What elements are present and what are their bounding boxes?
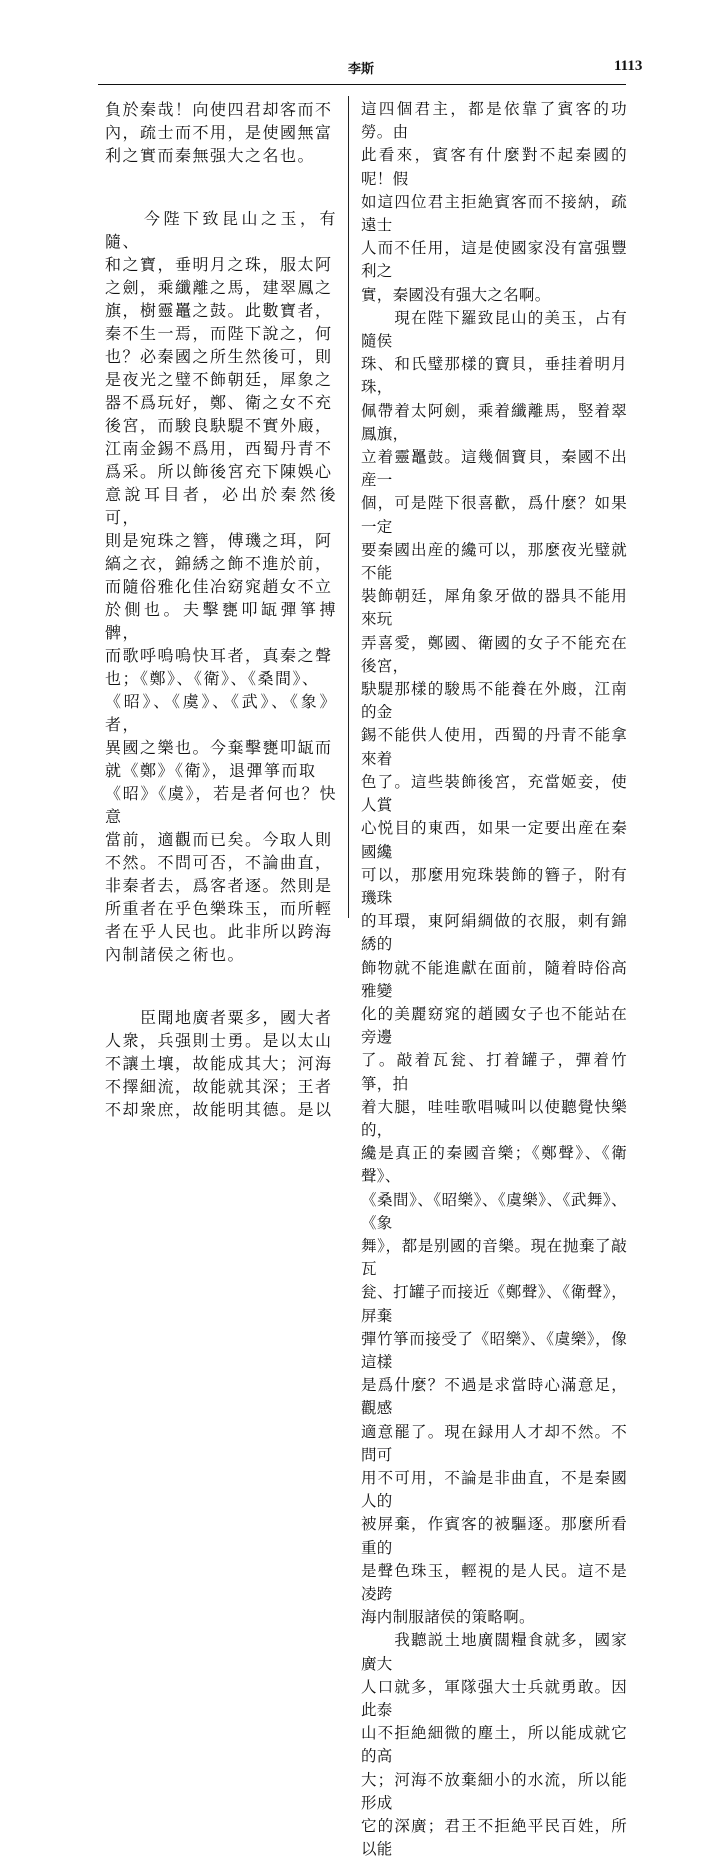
original-paragraph-1: 負於秦哉！向使四君却客而不 內，疏士而不用，是使國無富 利之實而秦無强大之名也。 [105, 100, 333, 165]
column-divider [348, 96, 349, 918]
paragraph-gap [105, 966, 337, 1006]
translation-paragraph-2: 現在陛下羅致昆山的美玉，占有隨侯 珠、和氏璧那樣的寶貝，垂挂着明月珠， 佩帶着太阿劍，乘着纖離馬，竪着翠鳳旗， 立着靈鼉鼓。這幾個寶貝，秦國不出産一 個，可是陛下很喜歡，爲什麼？如果一定 要秦國出産的纔可以，那麼夜光璧就不能 裝飾朝廷，犀角象牙做的器具不能用來玩 弄喜愛，鄭國、衛國的女子不能充在後宮， 駃騠那樣的駿馬不能養在外廄，江南的金 錫不能供人使用，西蜀的丹青不能拿來着 色了。這些裝飾後宮，充當姬妾，使人賞 心悦目的東西，如果一定要出産在秦國纔 可以，那麼用宛珠裝飾的簪子，附有璣珠 的耳環，東阿絹綢做的衣服，刺有錦綉的 飾物就不能進獻在面前，隨着時俗高雅變 化的美麗窈窕的趙國女子也不能站在旁邊 了。敲着瓦瓮、打着罐子，彈着竹箏，拍 着大腿，哇哇歌唱喊叫以使聽覺快樂的， 纔是真正的秦國音樂；《鄭聲》、《衛聲》、 《桑間》、《昭樂》、《虞樂》、《武舞》、《象 舞》，都是别國的音樂。現在抛棄了敲瓦 瓮、打罐子而接近《鄭聲》、《衛聲》，屏棄 彈竹箏而接受了《昭樂》、《虞樂》，像這樣 是爲什麼？不過是求當時心滿意足，觀感 適意罷了。現在録用人才却不然。不問可 用不可用，不論是非曲直，不是秦國人的 被屏棄，作賓客的被驅逐。那麼所看重的 是聲色珠玉，輕視的是人民。這不是凌跨 海内制服諸侯的策略啊。 [361, 308, 627, 1627]
paragraph-gap [105, 167, 337, 207]
translation-paragraph-3: 我聽説土地廣闊糧食就多，國家廣大 人口就多，軍隊强大士兵就勇敢。因此泰 山不拒絶細微的塵土，所以能成就它的高 大；河海不放棄細小的水流，所以能形成 它的深廣；君王不拒絶平民百姓，所以能 [361, 1631, 627, 1859]
original-text-column [105, 98, 337, 1121]
running-title: 李斯 [348, 62, 375, 77]
translation-paragraph-1: 這四個君主，都是依靠了賓客的功勞。由 此看來，賓客有什麼對不起秦國的呢！假 如這四位君主拒絶賓客而不接納，疏遠士 人而不任用，這是使國家没有富强豐利之 實，秦國没有强大之名啊。 [361, 100, 627, 304]
original-paragraph-2: 今陛下致昆山之玉，有隨、 和之寶，垂明月之珠，服太阿 之劍，乘纖離之馬，建翠鳳之 旗，樹靈鼉之鼓。此數寶者， 秦不生一焉，而陛下說之，何 也？必秦國之所生然後可，則 是夜光之璧不飾朝廷，犀象之 器不爲玩好，鄭、衛之女不充 後宮，而駿良駃騠不實外廄， 江南金錫不爲用，西蜀丹青不 爲采。所以飾後宮充下陳娛心 意說耳目者，必出於秦然後可， 則是宛珠之簪，傅璣之珥，阿 縞之衣，錦綉之飾不進於前， 而隨俗雅化佳冶窈窕趙女不立 於側也。夫擊甕叩缻彈箏搏髀， 而歌呼嗚嗚快耳者，真秦之聲 也；《鄭》、《衛》、《桑間》、 《昭》、《虞》、《武》、《象》者， 異國之樂也。今棄擊甕叩缻而 就《鄭》《衛》，退彈箏而取 《昭》《虞》，若是者何也？快意 當前，適觀而已矣。今取人則 不然。不問可否，不論曲直， 非秦者去，爲客者逐。然則是 所重者在乎色樂珠玉，而所輕 者在乎人民也。此非所以跨海 內制諸侯之術也。 [105, 209, 337, 964]
page-number: 1113 [614, 58, 643, 74]
translation-column [361, 98, 627, 1861]
original-paragraph-3: 臣聞地廣者粟多，國大者 人衆，兵强則士勇。是以太山 不讓土壤，故能成其大；河海 不擇細流，故能就其深；王者 不却衆庶，故能明其德。是以 [105, 1008, 333, 1119]
header-rule [98, 84, 626, 85]
